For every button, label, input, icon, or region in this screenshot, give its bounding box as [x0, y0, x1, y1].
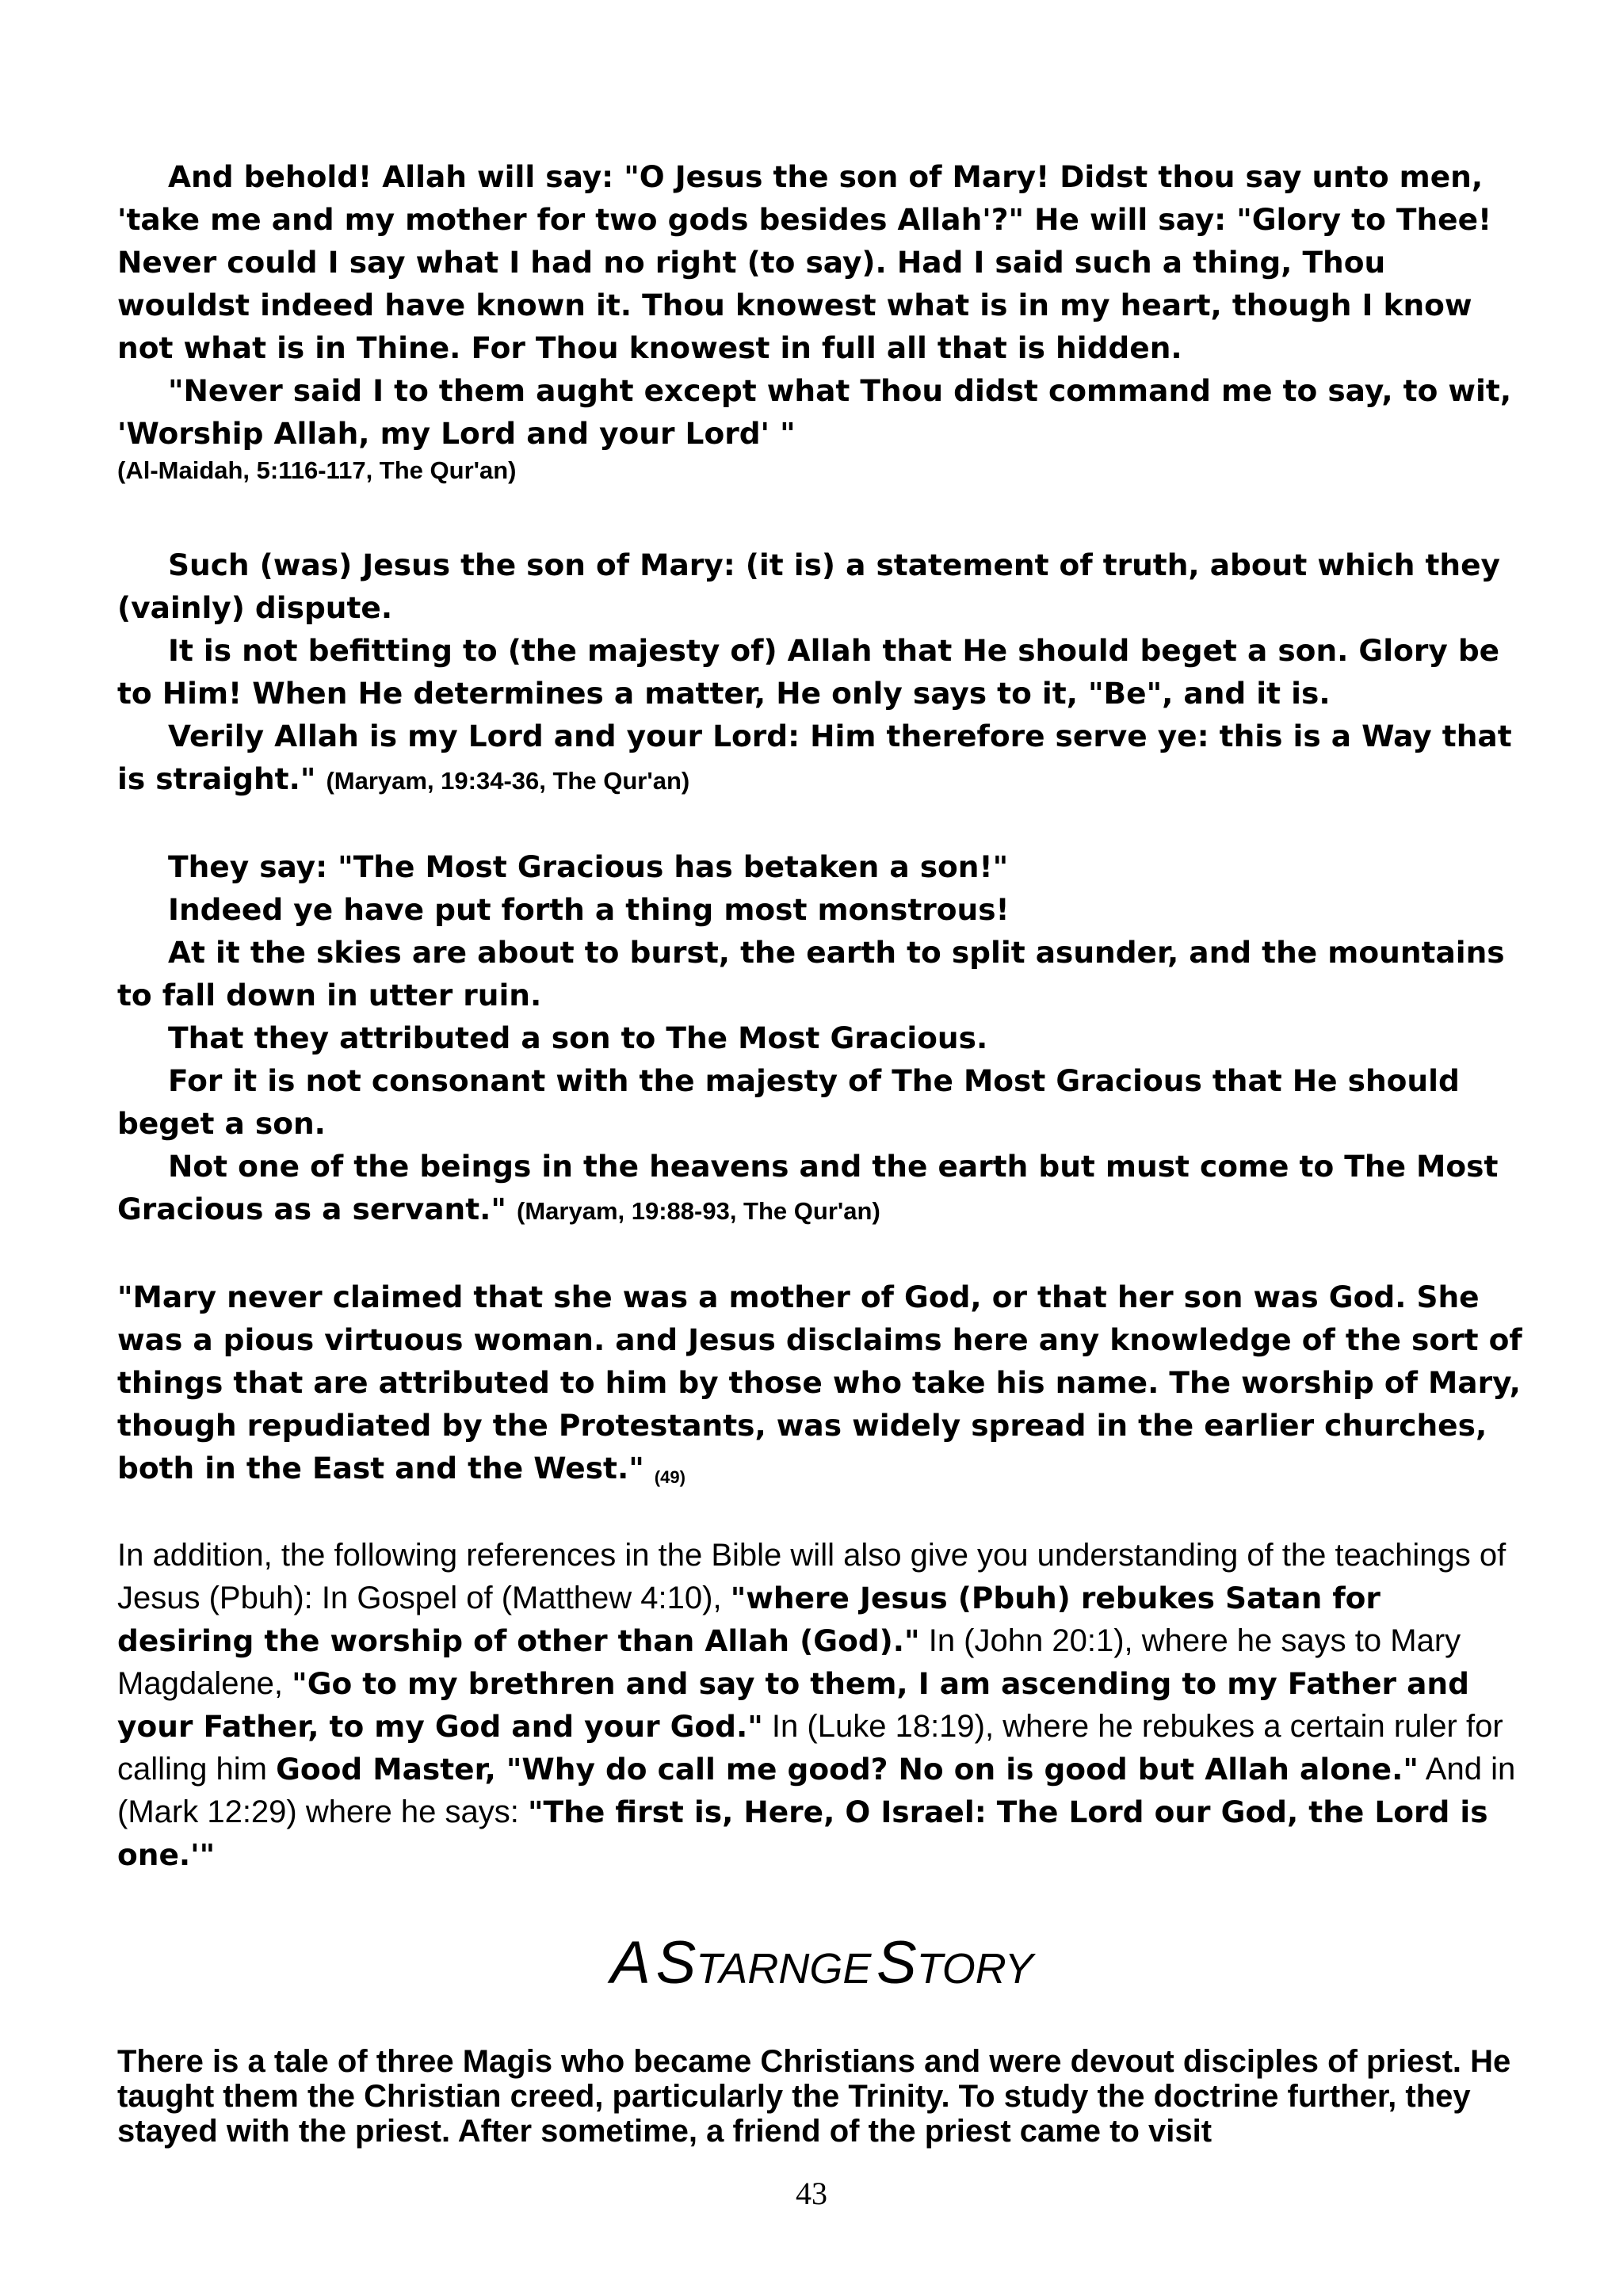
page-body	[117, 155, 1526, 2149]
quote-paragraph: And behold! Allah will say: "O Jesus the son of Mary! Didst thou say unto men, 'take me and my mother for two gods besides Allah'?" He will say: "Glory to Thee! Never could I say what I had no right (to say). Had I said such a thing, Thou wouldst indeed have known it. Thou knowest what is in my heart, though I know not what is in Thine. For Thou knowest in full all that is hidden.	[117, 159, 1492, 365]
bible-quote: Good Master, "Why do call me good? No on is good but Allah alone."	[276, 1752, 1419, 1787]
story-paragraph: There is a tale of three Magis who became Christians and were devout disciples of priest. He taught them the Christian creed, particularly the Trinity. To study the doctrine further, they stayed with the priest. After sometime, a friend of the priest came to visit	[117, 2044, 1511, 2149]
quote-maryam-88-93	[117, 845, 1526, 1233]
body-text: In (John 20:1), where he says to Mary Magdalene,	[117, 1623, 1461, 1701]
bible-quote: "Go to my brethren and say to them, I am ascending to my Father and your Father, to my God and your God."	[117, 1666, 1469, 1744]
bible-references-paragraph	[117, 1534, 1526, 1876]
quote-text: Not one of the beings in the heavens and the earth but must come to The Most Gracious as a servant."	[117, 1149, 1499, 1226]
quote-paragraph: It is not befitting to (the majesty of) Allah that He should beget a son. Glory be to Him! When He determines a matter, He only says to it, "Be", and it is.	[117, 633, 1500, 711]
citation: (Maryam, 19:88-93, The Qur'an)	[517, 1197, 880, 1225]
body-text: And in (Mark 12:29) where he says:	[117, 1752, 1516, 1829]
quote-paragraph: "Never said I to them aught except what Thou didst command me to say, to wit, 'Worship Allah, my Lord and your Lord' "	[117, 373, 1512, 451]
quote-paragraph: Such (was) Jesus the son of Mary: (it is) a statement of truth, about which they (vainly) dispute.	[117, 547, 1500, 625]
quote-paragraph: They say: "The Most Gracious has betaken a son!"	[168, 849, 1009, 884]
quote-text: Verily Allah is my Lord and your Lord: Him therefore serve ye: this is a Way that is straight."	[117, 719, 1512, 796]
body-text: In (Luke 18:19), where he rebukes a certain ruler for calling him	[117, 1709, 1503, 1787]
quote-paragraph: That they attributed a son to The Most Gracious.	[168, 1020, 988, 1055]
quote-paragraph: For it is not consonant with the majesty of The Most Gracious that He should beget a son.	[117, 1063, 1460, 1141]
commentary-text: "Mary never claimed that she was a mother of God, or that her son was God. She was a pious virtuous woman. and Jesus disclaims here any knowledge of the sort of things that are attributed to him by those who take his name. The worship of Mary, though repudiated by the Protestants, was widely spread in the earlier churches, both in the East and the West."	[117, 1280, 1522, 1486]
citation: (Maryam, 19:34-36, The Qur'an)	[326, 767, 690, 795]
commentary-paragraph	[117, 1276, 1526, 1499]
footnote-marker: (49)	[654, 1467, 685, 1487]
bible-quote: "where Jesus (Pbuh) rebukes Satan for desiring the worship of other than Allah (God)."	[117, 1581, 1381, 1658]
quote-paragraph	[117, 715, 1526, 803]
section-heading: A STARNGE STORY	[610, 1929, 1033, 1997]
body-text: In addition, the following references in the Bible will also give you understanding of the teachings of Jesus (Pbuh): In Gospel of (Matthew 4:10),	[117, 1538, 1507, 1615]
quote-paragraph: Indeed ye have put forth a thing most monstrous!	[168, 892, 1010, 927]
quote-al-maidah	[117, 155, 1526, 486]
quote-paragraph	[117, 1145, 1526, 1233]
quote-maryam-34-36	[117, 543, 1526, 803]
quote-paragraph: At it the skies are about to burst, the earth to split asunder, and the mountains to fall down in utter ruin.	[117, 935, 1505, 1013]
bible-quote: "The first is, Here, O Israel: The Lord our God, the Lord is one.'"	[117, 1794, 1488, 1872]
page-number: 43	[796, 2176, 827, 2211]
citation: (Al-Maidah, 5:116-117, The Qur'an)	[117, 456, 517, 484]
